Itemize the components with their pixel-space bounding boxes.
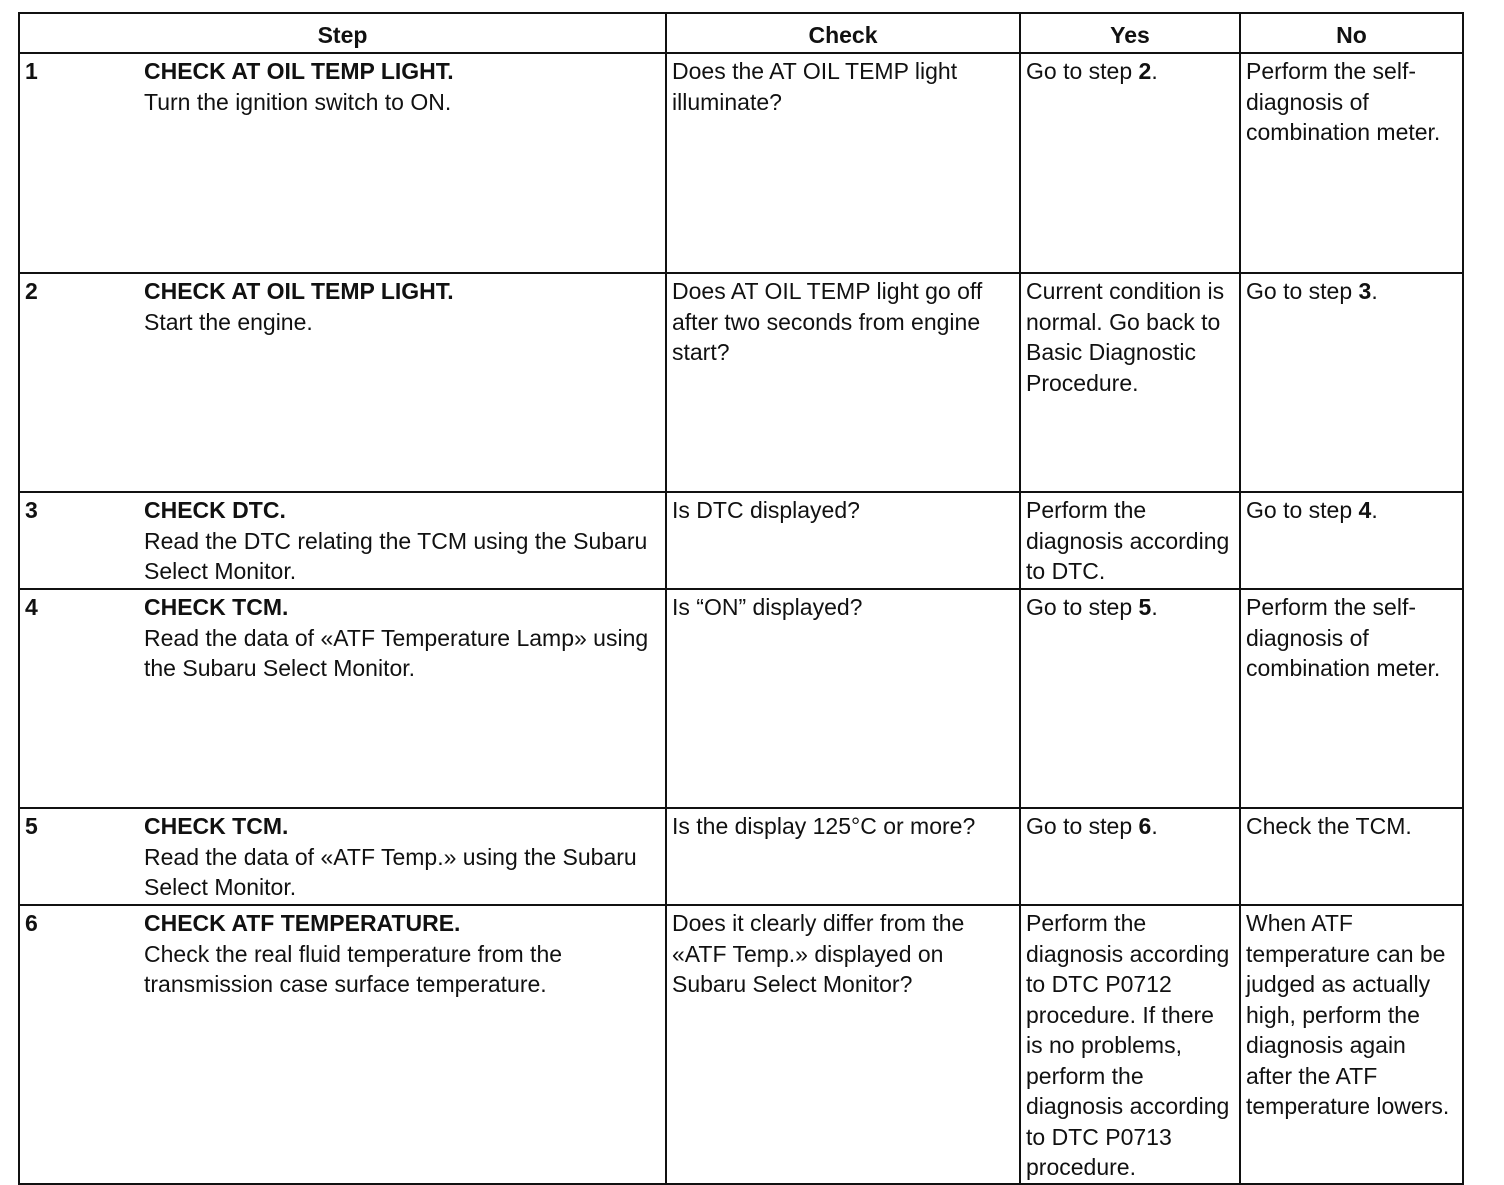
header-no: No (1240, 13, 1463, 53)
step-number: 4 (19, 589, 144, 808)
step-title: CHECK TCM. (144, 594, 289, 620)
step-description: Read the DTC relating the TCM using the Subaru Select Monitor. (144, 527, 648, 584)
step-number: 6 (19, 905, 144, 1184)
step-reference: 4 (1358, 497, 1372, 523)
yes-text: Go to step (1026, 594, 1139, 620)
yes-text-end: . (1151, 813, 1158, 839)
yes-text: Go to step (1026, 58, 1139, 84)
table-row (19, 273, 1463, 492)
step-reference: 5 (1138, 594, 1152, 620)
table-row (19, 808, 1463, 905)
no-cell: When ATF temperature can be judged as actually high, perform the diagnosis again after the ATF temperature lowers. (1240, 905, 1463, 1184)
step-reference: 2 (1138, 58, 1152, 84)
step-cell (144, 53, 666, 273)
diagnostic-table (18, 12, 1464, 1185)
step-description: Start the engine. (144, 308, 313, 335)
no-cell: Perform the self-diagnosis of combination meter. (1240, 53, 1463, 273)
step-description: Read the data of «ATF Temperature Lamp» using the Subaru Select Monitor. (144, 624, 649, 681)
check-cell: Does the AT OIL TEMP light illuminate? (666, 53, 1020, 273)
step-cell (144, 808, 666, 905)
yes-cell (1020, 589, 1240, 808)
yes-cell (1020, 53, 1240, 273)
step-description: Check the real fluid temperature from the transmission case surface temperature. (144, 940, 563, 997)
yes-cell: Current condition is normal. Go back to Basic Diagnostic Procedure. (1020, 273, 1240, 492)
no-text-end: . (1371, 497, 1378, 523)
step-description: Turn the ignition switch to ON. (144, 88, 452, 115)
header-yes: Yes (1020, 13, 1240, 53)
step-number: 2 (19, 273, 144, 492)
step-title: CHECK AT OIL TEMP LIGHT. (144, 58, 454, 84)
no-cell (1240, 492, 1463, 589)
header-check: Check (666, 13, 1020, 53)
step-number: 3 (19, 492, 144, 589)
step-title: CHECK DTC. (144, 497, 286, 523)
step-number: 5 (19, 808, 144, 905)
check-cell: Is “ON” displayed? (666, 589, 1020, 808)
step-description: Read the data of «ATF Temp.» using the Subaru Select Monitor. (144, 843, 637, 900)
step-number: 1 (19, 53, 144, 273)
step-cell (144, 589, 666, 808)
check-cell: Is the display 125°C or more? (666, 808, 1020, 905)
header-step: Step (19, 13, 666, 53)
check-cell: Is DTC displayed? (666, 492, 1020, 589)
check-cell: Does AT OIL TEMP light go off after two seconds from engine start? (666, 273, 1020, 492)
no-text: Go to step (1246, 278, 1359, 304)
yes-cell: Perform the diagnosis according to DTC P0712 procedure. If there is no problems, perform the diagnosis according to DTC P0713 procedure. (1020, 905, 1240, 1184)
step-title: CHECK ATF TEMPERATURE. (144, 910, 461, 936)
yes-text: Go to step (1026, 813, 1139, 839)
no-text: Go to step (1246, 497, 1359, 523)
no-cell: Perform the self-diagnosis of combination meter. (1240, 589, 1463, 808)
step-title: CHECK TCM. (144, 813, 289, 839)
no-cell (1240, 273, 1463, 492)
table-row (19, 492, 1463, 589)
table-row (19, 905, 1463, 1184)
yes-cell (1020, 808, 1240, 905)
yes-text-end: . (1151, 594, 1158, 620)
yes-text-end: . (1151, 58, 1158, 84)
step-cell (144, 273, 666, 492)
no-cell: Check the TCM. (1240, 808, 1463, 905)
step-reference: 3 (1358, 278, 1372, 304)
step-cell (144, 905, 666, 1184)
no-text-end: . (1371, 278, 1378, 304)
step-reference: 6 (1138, 813, 1152, 839)
step-title: CHECK AT OIL TEMP LIGHT. (144, 278, 454, 304)
yes-cell: Perform the diagnosis according to DTC. (1020, 492, 1240, 589)
table-row (19, 53, 1463, 273)
table-row (19, 589, 1463, 808)
step-cell (144, 492, 666, 589)
check-cell: Does it clearly differ from the «ATF Temp.» displayed on Subaru Select Monitor? (666, 905, 1020, 1184)
header-row (19, 13, 1463, 53)
